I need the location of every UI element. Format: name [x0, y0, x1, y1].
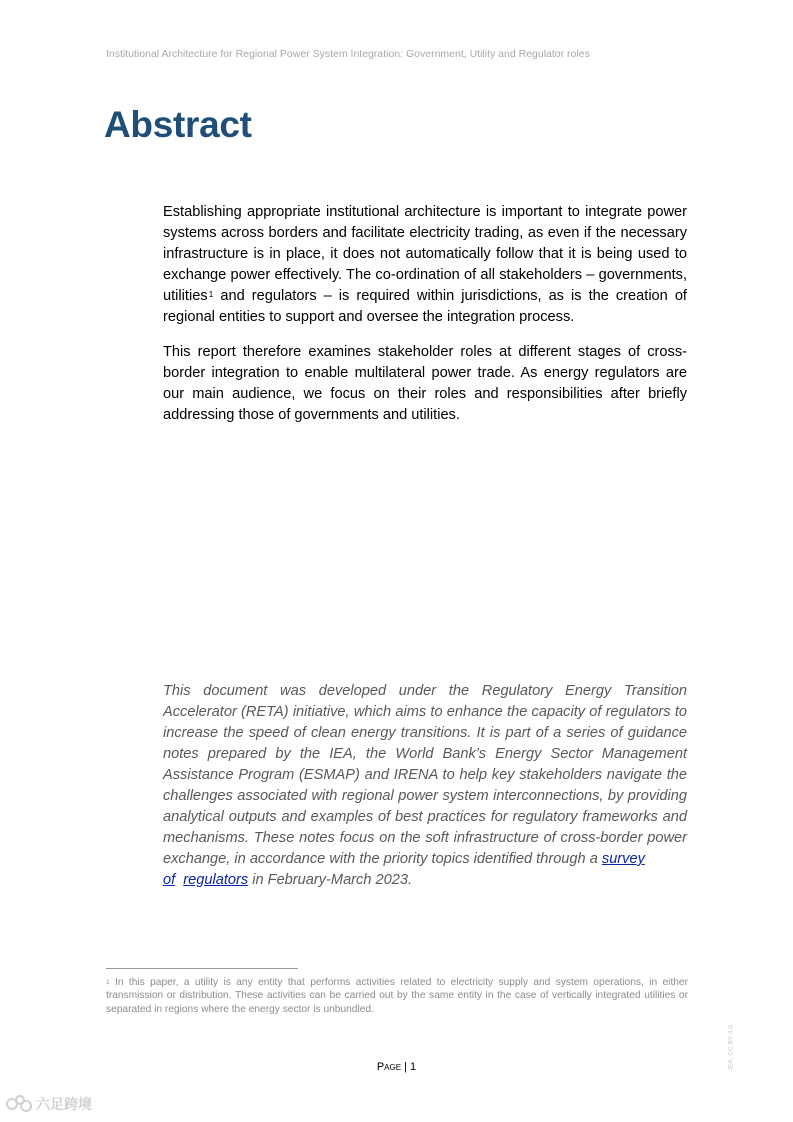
survey-link-of[interactable]: of — [163, 872, 176, 888]
reta-note-text: This document was developed under the Regulatory Energy Transition Accelerator (RETA) initiative, which aims to enhance the capacity of regulators to increase the speed of clean energy transitions. It is part of a series of guidance notes prepared by the IEA, the World Bank’s Energy Sector Management Assistance Program (ESMAP) and IRENA to help key stakeholders navigate the challenges associated with regional power system interconnections, by providing analytical outputs and examples of best practices for regulatory frameworks and mechanisms. These notes focus on the soft infrastructure of cross-border power exchange, in accordance with the priority topics identified through a — [163, 683, 687, 867]
footnote-reference[interactable]: 1 — [208, 289, 214, 299]
footnote-divider — [106, 968, 298, 969]
reta-note — [163, 681, 687, 891]
footnote-mark: 1 — [106, 979, 110, 986]
footnote — [106, 976, 688, 1016]
page-separator: | — [401, 1061, 411, 1073]
survey-link[interactable]: survey — [601, 851, 645, 867]
reta-note-tail: in February-March 2023. — [248, 872, 413, 888]
abstract-paragraph-1 — [163, 202, 687, 328]
license-note: IEA. CC BY 4.0. — [727, 1023, 735, 1070]
footnote-text: In this paper, a utility is any entity that performs activities related to electricity supply and system operations, in either transmission or distribution. These activities can be carried out by the same entity in the case of vertically integrated utilities or separated in regions where the energy sector is unbundled. — [106, 977, 688, 1015]
paragraph-1-text: Establishing appropriate institutional architecture is important to integrate power systems across borders and facilitate electricity trading, as even if the necessary infrastructure is in place, it does not automatically follow that it is being used to exchange power effectively. The co-ordination of all stakeholders – governments, utilities — [163, 204, 687, 304]
watermark-logo-icon — [6, 1095, 32, 1113]
page-label: Page — [376, 1061, 402, 1073]
watermark — [6, 1094, 92, 1114]
paragraph-1-text-continued: and regulators – is required within jurisdictions, as is the creation of regional entities to support and oversee the integration process. — [163, 288, 687, 325]
abstract-paragraph-2: This report therefore examines stakeholder roles at different stages of cross-border integration to enable multilateral power trade. As energy regulators are our main audience, we focus on their roles and responsibilities after briefly addressing those of governments and utilities. — [163, 344, 687, 423]
watermark-text: 六足跨境 — [36, 1096, 92, 1112]
page-number-value: 1 — [410, 1061, 417, 1073]
page-title: Abstract — [104, 104, 252, 145]
page-number — [0, 1061, 793, 1073]
running-header: Institutional Architecture for Regional Power System Integration: Government, Utility and Regulator roles — [106, 48, 590, 60]
regulators-link[interactable]: regulators — [183, 872, 249, 888]
